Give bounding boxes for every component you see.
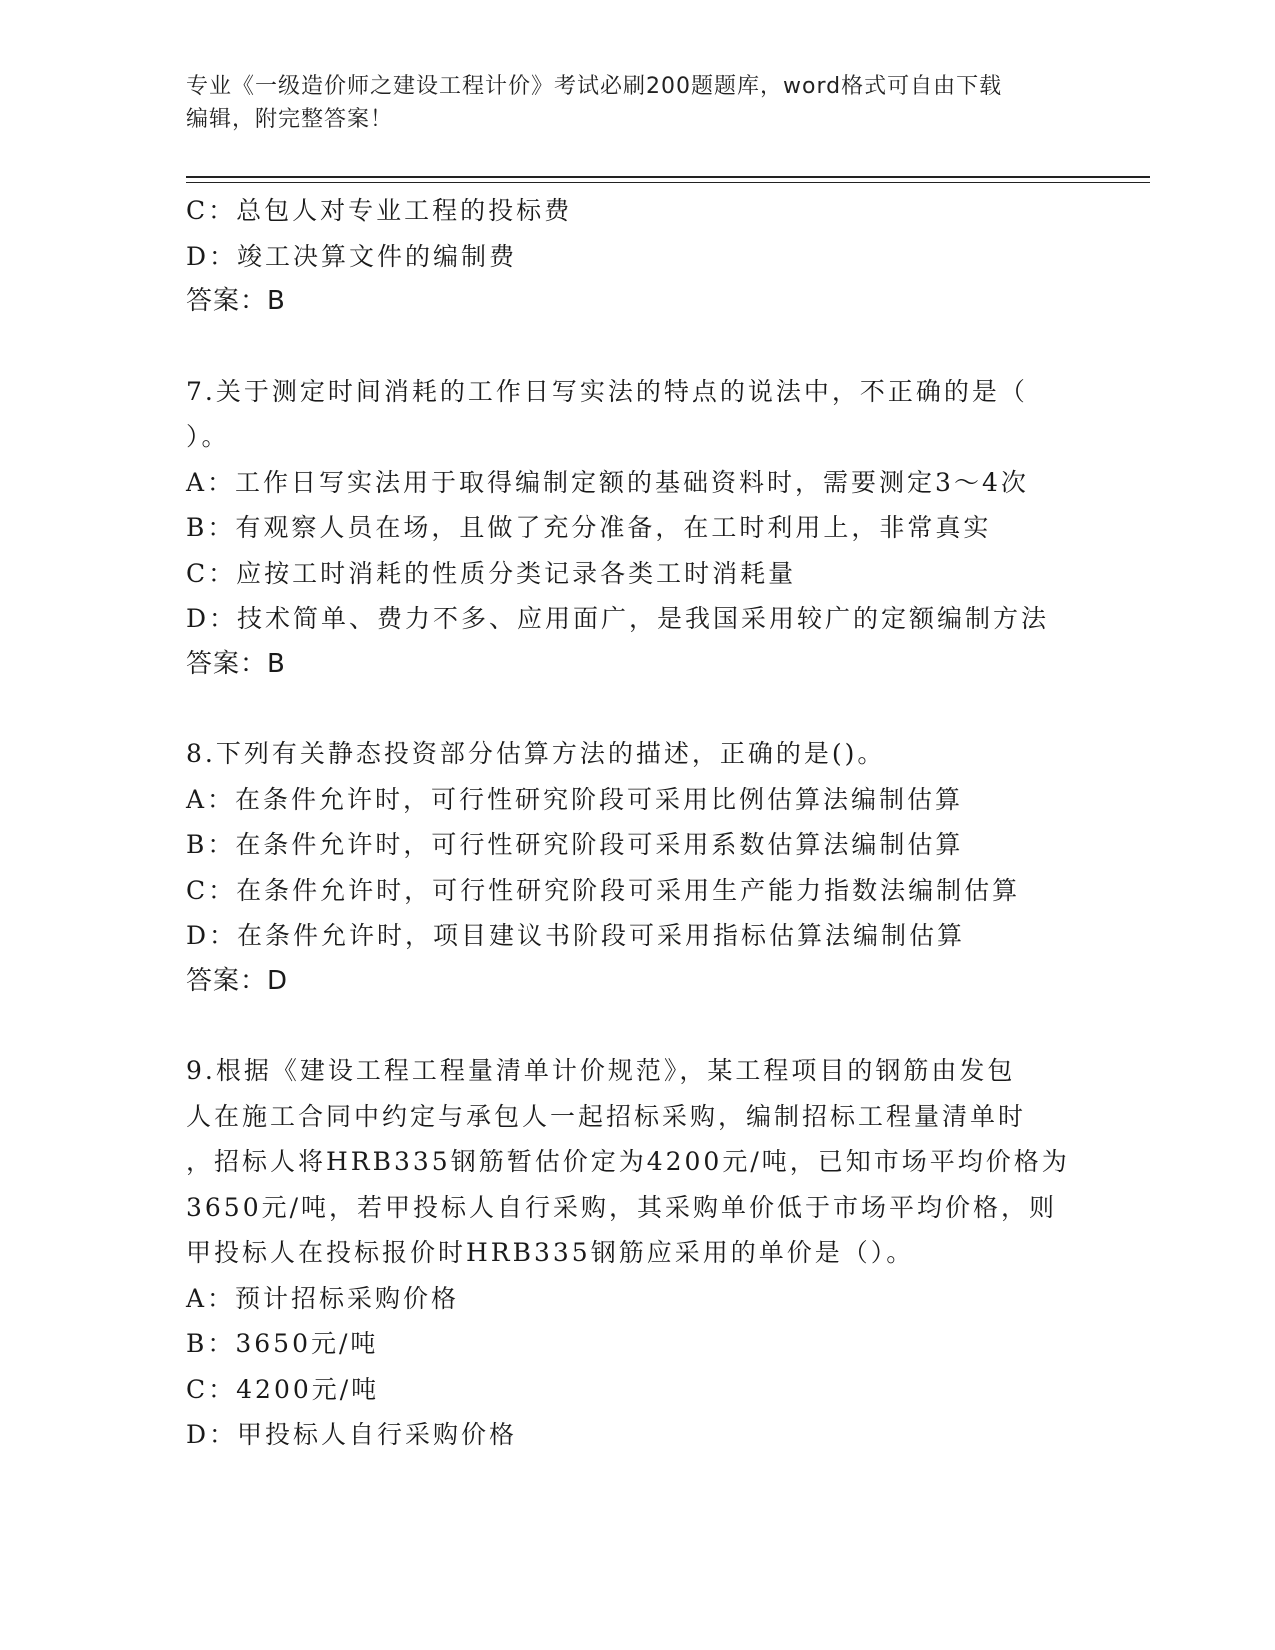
q7-answer: 答案：B: [186, 648, 286, 679]
document-body: [186, 188, 1086, 1458]
spacer: [186, 687, 1086, 731]
spacer: [186, 325, 1086, 369]
q7-stem-line-1: 7.关于测定时间消耗的工作日写实法的特点的说法中，不正确的是（: [186, 376, 1028, 406]
q7-option-a: A：工作日写实法用于取得编制定额的基础资料时，需要测定3～4次: [186, 467, 1029, 497]
q9-stem-line-3: ，招标人将HRB335钢筋暂估价定为4200元/吨，已知市场平均价格为: [186, 1147, 1070, 1176]
q6-option-d: D：竣工决算文件的编制费: [186, 241, 518, 271]
header-divider-thick: [186, 176, 1150, 178]
q9-option-a: A：预计招标采购价格: [186, 1283, 460, 1313]
question-7: [186, 369, 1086, 688]
q7-option-b: B：有观察人员在场，且做了充分准备，在工时利用上，非常真实: [186, 513, 992, 542]
question-8: [186, 731, 1086, 1004]
question-9: [186, 1048, 1086, 1458]
header-line-2: 编辑，附完整答案！: [186, 107, 394, 132]
q9-stem-line-2: 人在施工合同中约定与承包人一起招标采购，编制招标工程量清单时: [186, 1101, 1027, 1131]
header-line-1: 专业《一级造价师之建设工程计价》考试必刷200题题库，word格式可自由下载: [186, 74, 1003, 99]
q9-stem-line-5: 甲投标人在投标报价时HRB335钢筋应采用的单价是（）。: [186, 1238, 915, 1267]
header-divider-thin: [186, 182, 1150, 183]
q9-option-d: D：甲投标人自行采购价格: [186, 1420, 518, 1449]
q9-option-b: B：3650元/吨: [186, 1329, 379, 1358]
q7-stem-line-2: ）。: [186, 422, 230, 451]
q6-option-c: C：总包人对专业工程的投标费: [186, 196, 573, 225]
q9-option-c: C：4200元/吨: [186, 1374, 380, 1404]
q8-option-b: B：在条件允许时，可行性研究阶段可采用系数估算法编制估算: [186, 830, 964, 859]
q8-answer: 答案：D: [186, 965, 289, 996]
q8-option-a: A：在条件允许时，可行性研究阶段可采用比例估算法编制估算: [186, 784, 964, 814]
q7-option-d: D：技术简单、费力不多、应用面广，是我国采用较广的定额编制方法: [186, 604, 1050, 633]
q7-option-c: C：应按工时消耗的性质分类记录各类工时消耗量: [186, 558, 797, 588]
spacer: [186, 1004, 1086, 1048]
question-6-tail: [186, 188, 1086, 325]
q6-answer: 答案：B: [186, 286, 286, 316]
q8-option-d: D：在条件允许时，项目建议书阶段可采用指标估算法编制估算: [186, 921, 966, 950]
q9-stem-line-4: 3650元/吨，若甲投标人自行采购，其采购单价低于市场平均价格，则: [186, 1192, 1058, 1222]
q9-stem-line-1: 9.根据《建设工程工程量清单计价规范》，某工程项目的钢筋由发包: [186, 1056, 1016, 1085]
document-header: [186, 70, 1066, 136]
q8-stem: 8.下列有关静态投资部分估算方法的描述，正确的是()。: [186, 739, 886, 768]
q8-option-c: C：在条件允许时，可行性研究阶段可采用生产能力指数法编制估算: [186, 875, 1021, 905]
